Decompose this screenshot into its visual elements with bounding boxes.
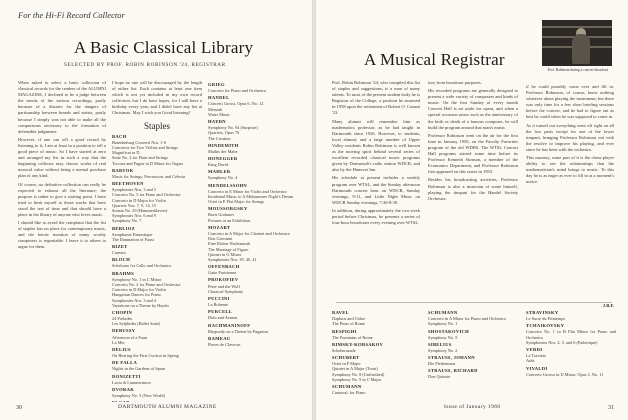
composer-name: DE FALLA	[112, 360, 138, 366]
work-title: Music for Strings, Percussion, and Celesta	[112, 173, 185, 179]
paragraph: tory from broadcast purposes.	[428, 80, 482, 85]
composer-name: BARTOK	[112, 167, 134, 173]
composer-name: SHOSTAKOVICH	[428, 328, 470, 334]
work-title: Octet in F Major	[332, 361, 361, 367]
left-column-2	[112, 80, 202, 402]
work-title: Schelomo for Cello and Orchestra	[112, 263, 171, 269]
composer-name: STRAUSS, JOHANN	[428, 355, 475, 361]
work-title: Concerto for Piano and Orchestra	[208, 88, 266, 94]
paragraph: Besides his broadcasting activities, Professor Robinson is also a musician of some himself, playing the timpani for the Handel Society Orchestra.	[428, 177, 518, 201]
composer-name: GRIEG	[208, 82, 225, 87]
work-title: Concerti Grossi, Opus 6, No. 12	[208, 101, 264, 107]
article-title: A Basic Classical Library	[74, 38, 254, 57]
work-title: Pieces de Clavecin	[208, 341, 241, 347]
suggestions-column-1	[332, 308, 420, 398]
composer-name: BIZET	[112, 244, 128, 250]
paragraph: His schedule at present includes a weekly program over WTSL, and the Sunday afternoon Dartmouth concert hour on WDCR, Sunday evenings, 9-11, and Little Night Music on WDCR Sunday evenings, 7:30-8:30.	[332, 175, 420, 205]
suggestions-column-2	[428, 308, 520, 398]
paragraph: His recorded programs are generally designed to present a wide variety of composers and kinds of music. On the first Sunday of every month Concert Hall is set aside for opera, and when a special occasion arises such as the anniversary of the birth or death of a famous composer, he will build the program around that man's music.	[428, 88, 518, 130]
page-number: 30	[16, 405, 22, 411]
right-column-1	[332, 80, 420, 298]
work-title: Symphonies Nos. 6 and 9	[112, 213, 157, 219]
composer-name: STRAVINSKY	[526, 310, 559, 315]
left-column-1	[18, 80, 106, 402]
work-title: The Damnation of Faust	[112, 236, 154, 242]
composer-name: RIMSKY-KORSAKOV	[332, 341, 384, 347]
paragraph: Prof. Robin Robinson '24, who compiled this list of staples and suggestions, is a man of many talents. To most of the present student body he is Registrar of the College, a position he assumed in 1958 upon the retirement of Robert O. Conant '23.	[332, 80, 420, 116]
composer-name: PROKOFIEV	[208, 277, 239, 283]
page-number: 31	[608, 405, 614, 411]
left-page	[0, 0, 312, 420]
paragraph: When asked to select a basic collection of classical records for the readers of the ALUMNI MAGAZINE, I declined to be a judge between the merits of the various recordings, partly because of a distaste for the dangers of partisanship between brands and artists, partly because I simply was not able to make all the comparisons necessary to the formation of defensible judgments.	[18, 80, 106, 134]
work-title: Concerto in A Major for Clarinet and Orchestra	[208, 230, 290, 236]
work-title: Concerto No. 1 in B Flat Minor for Piano and Orchestra	[526, 329, 616, 340]
paragraph: However, if one can tell a good record by listening to it, I am at least in a position to tell a good piece of music. So I have started at zero and arranged my list in such a way that the beginning collector may choose works of real musical value without being a mental purchase plan of any kind.	[18, 136, 106, 179]
work-title: The Marriage of Figaro	[208, 246, 249, 252]
work-title: Le Sacre du Printemps	[526, 316, 566, 322]
work-title: Carnaval, for Piano	[332, 390, 366, 396]
work-title: Nights in the Gardens of Spain	[112, 366, 166, 372]
work-title: Concerto No. 2 for Piano and Orchestra	[112, 281, 181, 287]
work-title: Daphnis and Chloe	[332, 316, 365, 322]
work-title: The Fountains of Rome	[332, 334, 373, 340]
composer-name: BLOCH	[112, 257, 131, 263]
work-title: Quartets, Opus 76	[208, 130, 240, 136]
composer-name: SCHUMANN	[332, 384, 362, 389]
work-title: Symphonies Nos. 39, 40, 41	[208, 256, 257, 262]
composer-name: VERDI	[526, 347, 543, 352]
composer-name: HAYDN	[208, 119, 226, 124]
paragraph: Many alumni will remember him as mathematics professor, as he had taught in Dartmouth since 1926. However, to students, local alumni, and a large number of Upper Valley residents Robin Robinson is well known as the moving spirit behind several series of excellent recorded classical music programs given by Dartmouth's radio station WDCR, and also by the Hanover Inn.	[332, 118, 420, 173]
work-title: Symphony No. 4	[208, 175, 238, 181]
composer-name: SCHUBERT	[332, 355, 360, 361]
work-title: Classical Symphony	[208, 288, 244, 294]
paragraph: As it turned out everything went off right on all the low parts except for one of the lower timpani, bringing Professor Robinson out with the resolve to improve his playing, and ever since he has been with the orchestra.	[526, 122, 614, 152]
composer-name: RAMEAU	[208, 335, 231, 341]
work-title: Symphony No. 5 (New World)	[112, 392, 165, 398]
composer-name: DONIZETTI	[112, 373, 141, 379]
work-title: Concerto in A Minor for Piano and Orchestra	[428, 316, 506, 322]
paragraph: This mastery, some part of it is the chess-player ability to see the relationships that the mathematician's mind brings to music. To this day he is as eager as ever to fill in at a moment's notice.	[526, 155, 614, 185]
work-title: Concertos for Two Violins and Strings	[112, 144, 179, 150]
work-title: Symphonies Nos. 4, 5, and 6 (Pathetique)	[526, 339, 598, 345]
magazine-footer: DARTMOUTH ALUMNI MAGAZINE	[118, 404, 217, 410]
suggestions-column-3	[526, 308, 616, 398]
work-title: Concerto No. 5 for Piano and Orchestra	[112, 192, 181, 198]
work-title: Symphony No. 94 (Surprise)	[208, 125, 258, 131]
work-title: Peter and the Wolf	[208, 283, 240, 289]
work-title: Don Giovanni	[208, 236, 233, 242]
composer-name: MOZART	[208, 224, 231, 230]
staples-heading: Staples	[144, 120, 170, 131]
composer-name: TCHAIKOVSKY	[526, 323, 565, 329]
issue-footer: Issue of January 1960	[444, 404, 501, 410]
composer-name: MOUSSORGSKY	[208, 206, 248, 212]
work-title: Scheherazade	[332, 347, 356, 353]
composer-name: VIVALDI	[526, 365, 548, 371]
section-rule	[336, 302, 612, 303]
work-title: Mathis der Maler	[208, 148, 238, 154]
robinson-photo	[542, 20, 612, 66]
composer-name: RESPIGHI	[332, 328, 357, 334]
work-title: Brandenburg Concerti Nos. 1-6	[112, 139, 167, 145]
work-title: Don Quixote	[428, 374, 451, 380]
paragraph: I hope no one will be discouraged by the length of either list. Each contains at least one item which is not yet included in my own record collection, but I do have hopes, for I still have a birthday every year, and I didn't have any list at Christmas. May I wish you Good listening!	[112, 80, 202, 116]
byline: SELECTED BY PROF. ROBIN ROBINSON '24, REGISTRAR	[64, 62, 226, 68]
work-title: Symphony No. 7	[112, 218, 142, 224]
work-title: Eine Kleine Nachtmusik	[208, 241, 251, 247]
work-title: Quintet in G Minor	[208, 251, 242, 257]
composer-name: CHOPIN	[112, 309, 133, 315]
work-title: Symphonies Nos. 3 and 5	[112, 187, 157, 193]
work-title: Boris Godunov	[208, 212, 235, 218]
composer-name: RAVEL	[332, 310, 349, 315]
composer-name: DEBUSSY	[112, 328, 136, 334]
work-title: Messiah	[208, 106, 223, 112]
work-title: Symphony No. 2	[428, 347, 458, 353]
work-title: Concerto Grosso in D Minor, Opus 3, No. 11	[526, 371, 604, 377]
composer-name: BEETHOVEN	[112, 181, 144, 187]
photo-caption: Prof. Robinson during a concert broadcast	[547, 68, 609, 72]
right-page	[316, 0, 628, 420]
composer-name: BRAHMS	[112, 270, 134, 276]
composer-name: BACH	[112, 133, 127, 139]
work-title: Concerto in D Major for Violin	[112, 287, 166, 293]
work-title: Symphonie Fantastique	[112, 231, 153, 237]
composer-name: HINDEMITH	[208, 142, 239, 148]
work-title: La Boheme	[208, 302, 228, 307]
work-title: Toccata and Fugue in D Minor for Organ	[112, 160, 183, 166]
work-title: Carmen	[112, 250, 126, 256]
work-title: The Pines of Rome	[332, 321, 366, 327]
composer-name: HANDEL	[208, 95, 230, 101]
right-column-2	[428, 80, 518, 298]
work-title: Symphonies Nos. 3 and 4	[112, 297, 157, 303]
work-title: Pictures at an Exhibition	[208, 217, 251, 223]
composer-name: DELIUS	[112, 346, 131, 352]
work-title: Les Sylphides (Ballet Suite)	[112, 321, 161, 327]
composer-name: HONEGGER	[208, 156, 238, 161]
work-title: Symphony No. 9 in C Major	[332, 376, 382, 382]
work-title: On Hearing the First Cuckoo in Spring	[112, 353, 179, 359]
composer-name: MAHLER	[208, 169, 231, 175]
composer-name	[112, 400, 202, 402]
paragraph: In addition, during approximately the two-week period before Christmas, he presents a series of four-hour broadcasts every evening over WTSL.	[332, 207, 420, 226]
kicker: For the Hi-Fi Record Collector	[18, 10, 125, 20]
composer-name: DVORAK	[112, 386, 135, 392]
work-title: 24 Preludes	[112, 316, 133, 322]
work-title: Octet in E Flat Major for Strings	[208, 199, 265, 205]
composer-name: MENDELSSOHN	[208, 182, 248, 188]
work-title: Variations on a Theme by Haydn	[112, 302, 169, 308]
work-title: Water Music	[208, 111, 230, 117]
composer-name: SIBELIUS	[428, 341, 452, 347]
work-title: Rhapsody on a Theme by Paganini	[208, 328, 268, 334]
composer-name: RACHMANINOFF	[208, 322, 251, 328]
paragraph: Of course, no definitive collection can really be expected to exhaust all the literature; the purpose is rather to give a starting point. I have tried to limit myself to those works that have stood the test of time and that should have a place in the library of anyone who loves music.	[18, 181, 106, 217]
work-title: Incidental Music to A Midsummer Night's Dream	[208, 193, 294, 199]
author-initials: J.B.F.	[602, 303, 614, 308]
work-title: Quintet in A Major (Trout)	[332, 366, 378, 372]
composer-name: PUCCINI	[208, 295, 230, 301]
work-title: Concerto in E Minor for Violin and Orchestra	[208, 188, 287, 194]
work-title: Gaite Parisienne	[208, 270, 237, 276]
work-title: Sonata No. 29 (Hammerklavier)	[112, 207, 168, 213]
work-title: La Traviata	[526, 353, 546, 359]
work-title: Die Fledermaus	[428, 361, 456, 367]
work-title: Magnificat in D	[112, 150, 140, 156]
work-title: Symphony No. 8 (Unfinished)	[332, 371, 385, 377]
composer-name: STRAUSS, RICHARD	[428, 368, 478, 374]
composer-name: PURCELL	[208, 309, 233, 315]
paragraph: I should like to avoid the complaint that the list of staples has no place for contemporary music, and the heroic mention of many worthy composers is regrettable. I leave it to others to argue for them.	[18, 220, 106, 250]
work-title: Aida	[526, 358, 535, 364]
work-title: Afternoon of a Faun	[112, 334, 147, 340]
paragraph: Professor Robinson went on the air for the first time in January 1950, on the Faculty Favorites program of the old WDBS. The WTSL Concert Hall programs started some time before its Professor Kenneth Stimson, a member of the Economics Department, and Professor Robinson first appeared on this series in 1953.	[428, 132, 518, 175]
work-title: The Creation	[208, 135, 231, 141]
composer-name: OFFENBACH	[208, 264, 240, 270]
work-title: Symphony No. 1 in C Minor	[112, 276, 162, 282]
work-title: Symphony No. 1	[428, 321, 458, 327]
work-title: Dido and Aeneas	[208, 315, 238, 321]
work-title: King David	[208, 162, 229, 168]
work-title: Suite No. 2 for Flute and Strings	[112, 155, 168, 161]
right-column-3	[526, 84, 614, 298]
composer-name: BERLIOZ	[112, 225, 136, 231]
paragraph: if he could possibly come over and fill in. Professor Robinson, of course, knew nothing whatever about playing the instrument; but there was only time for a few short briefing sessions before the concert, and he had to figure out as best he could when he was supposed to come in.	[526, 84, 614, 120]
work-title: La Mer	[112, 339, 125, 345]
work-title: Quartets Nos. 7, 9, 14, 15	[112, 202, 157, 208]
left-column-3	[208, 80, 300, 402]
work-title: Hungarian Dances for Piano	[112, 292, 161, 298]
work-title: Concerto in D Major for Violin	[112, 197, 166, 203]
work-title: Symphony No. 5	[428, 334, 458, 340]
composer-name: SCHUMANN	[428, 310, 458, 315]
work-title: Lucia di Lammermoor	[112, 379, 151, 385]
sidebar-title: A Musical Registrar	[364, 50, 505, 69]
